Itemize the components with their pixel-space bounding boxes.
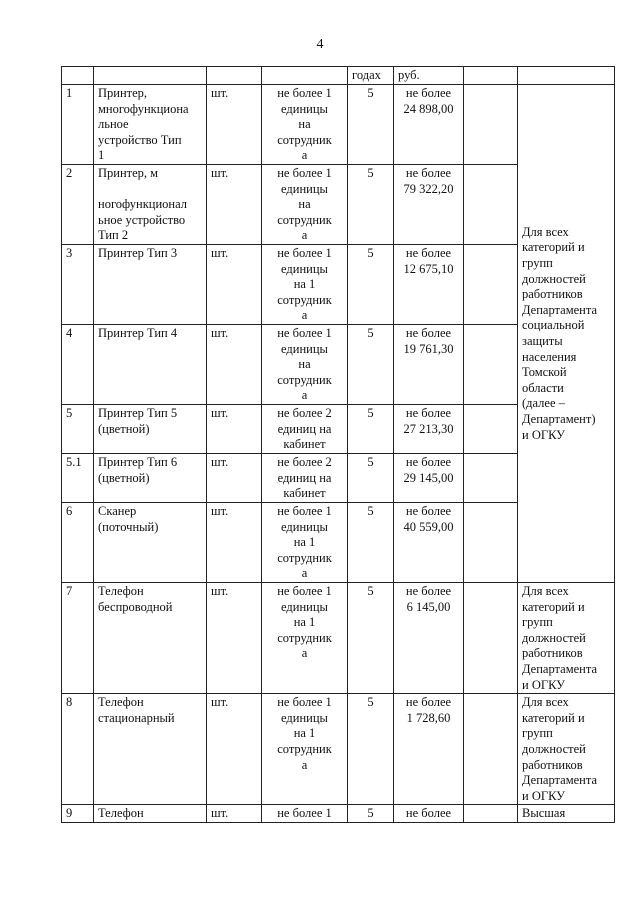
item-norm-line: а (301, 566, 308, 581)
item-category-line: Для всех (522, 584, 569, 598)
merged-category-line: должностей (522, 271, 586, 286)
item-price-line: 12 675,10 (403, 261, 454, 276)
item-category-line: групп (522, 615, 553, 630)
item-price (394, 85, 464, 165)
item-price (394, 805, 464, 823)
table-row (62, 805, 615, 823)
row-number: 9 (62, 805, 94, 823)
item-norm-line: а (301, 308, 308, 323)
item-term: 5 (348, 245, 394, 325)
item-norm-line: а (301, 388, 308, 403)
item-norm-line: не более 2 (277, 406, 332, 420)
item-category-line: Для всех (522, 695, 569, 710)
item-unit: шт. (207, 245, 262, 325)
item-norm-line: на 1 (293, 615, 316, 630)
item-name (94, 503, 207, 583)
merged-category (518, 85, 615, 583)
item-norm-line: единиц на (277, 421, 332, 436)
merged-category-line: Томской (522, 365, 567, 380)
item-norm-line: на 1 (293, 277, 316, 292)
item-norm (262, 454, 348, 503)
item-price-line: не более (405, 806, 452, 821)
empty-cell (464, 325, 518, 405)
item-norm-line: единиц на (277, 470, 332, 485)
item-norm-line: не более 1 (277, 86, 332, 100)
norms-table (61, 66, 615, 823)
header-price-unit: руб. (394, 67, 464, 85)
item-term: 5 (348, 325, 394, 405)
item-norm (262, 85, 348, 165)
item-name-line: Принтер Тип 6 (98, 455, 178, 469)
item-price-line: не более (405, 584, 452, 598)
item-term: 5 (348, 454, 394, 503)
item-name (94, 454, 207, 503)
item-unit: шт. (207, 805, 262, 823)
merged-category-line: защиты (522, 334, 563, 348)
item-norm (262, 583, 348, 694)
item-norm-line: а (301, 646, 308, 661)
item-price (394, 583, 464, 694)
table-row (62, 583, 615, 694)
empty-cell (464, 454, 518, 503)
item-category (518, 583, 615, 694)
header-cell (262, 67, 348, 85)
item-category-line: категорий и (522, 710, 585, 725)
merged-category-line: населения (522, 349, 577, 364)
empty-cell (464, 503, 518, 583)
empty-cell (464, 805, 518, 823)
item-price-line: не более (405, 455, 452, 469)
item-price-line: 29 145,00 (403, 470, 454, 485)
item-name-line: Тип 2 (98, 228, 129, 243)
item-term: 5 (348, 503, 394, 583)
header-cell (464, 67, 518, 85)
item-category-line: и ОГКУ (522, 677, 566, 692)
item-name-line: Телефон (98, 806, 144, 821)
item-norm-line: кабинет (283, 486, 326, 501)
merged-category-line: групп (522, 256, 553, 271)
item-name-line: Принтер Тип 5 (98, 406, 178, 420)
item-price (394, 325, 464, 405)
item-norm-line: не более 1 (277, 166, 332, 180)
item-name-line: Принтер, (98, 86, 148, 100)
item-name-line: Принтер Тип 4 (98, 326, 178, 340)
item-name-line: льное (98, 117, 129, 132)
item-name-line: ьное устройство (98, 212, 186, 227)
item-unit: шт. (207, 503, 262, 583)
empty-cell (464, 405, 518, 454)
item-name-line (98, 182, 202, 198)
merged-category-line: (далее – (522, 396, 565, 411)
item-term: 5 (348, 805, 394, 823)
item-price-line: 19 761,30 (403, 341, 454, 356)
item-norm-line: не более 1 (277, 504, 332, 518)
item-name-line: (поточный) (98, 519, 159, 534)
item-name-line: (цветной) (98, 470, 150, 485)
merged-category-line: Для всех (522, 224, 569, 239)
item-category-line: Департамента (522, 773, 598, 788)
item-norm-line: сотрудник (277, 741, 332, 756)
table-row (62, 85, 615, 165)
item-name (94, 405, 207, 454)
row-number: 1 (62, 85, 94, 165)
item-price-line: не более (405, 246, 452, 260)
item-price (394, 454, 464, 503)
item-price (394, 503, 464, 583)
item-norm-line: единицы (281, 261, 328, 276)
row-number: 8 (62, 694, 94, 805)
item-norm-line: единицы (281, 341, 328, 356)
empty-cell (464, 245, 518, 325)
item-norm-line: а (301, 757, 308, 772)
item-category-line: групп (522, 726, 553, 741)
header-cell (518, 67, 615, 85)
item-norm (262, 503, 348, 583)
item-norm-line: единицы (281, 599, 328, 614)
item-category-line: и ОГКУ (522, 788, 566, 803)
item-category-line: должностей (522, 630, 586, 645)
item-unit: шт. (207, 405, 262, 454)
item-norm-line: сотрудник (277, 550, 332, 565)
item-price-line: не более (405, 166, 452, 180)
item-category-line: Высшая (522, 806, 566, 821)
item-price-line: 1 728,60 (406, 710, 451, 725)
item-unit: шт. (207, 454, 262, 503)
item-price-line: не более (405, 695, 452, 710)
item-name-line: беспроводной (98, 599, 173, 614)
item-term: 5 (348, 694, 394, 805)
item-name-line: устройство Тип (98, 132, 182, 147)
item-norm-line: на 1 (293, 535, 316, 550)
item-norm (262, 245, 348, 325)
item-norm-line: не более 1 (277, 326, 332, 340)
item-unit: шт. (207, 694, 262, 805)
item-name (94, 245, 207, 325)
item-name-line: ногофункционал (98, 197, 188, 212)
item-norm (262, 165, 348, 245)
item-norm-line: а (301, 148, 308, 163)
item-name-line: Сканер (98, 504, 137, 518)
item-norm-line: единицы (281, 181, 328, 196)
row-number: 4 (62, 325, 94, 405)
item-category-line: категорий и (522, 599, 585, 614)
item-name-line: (цветной) (98, 421, 150, 436)
item-category-line: Департамента (522, 661, 598, 676)
item-name-line: Принтер Тип 3 (98, 246, 178, 260)
item-norm-line: единицы (281, 519, 328, 534)
merged-category-line: социальной (522, 318, 585, 333)
item-price-line: 27 213,30 (403, 421, 454, 436)
item-name-line: стационарный (98, 710, 175, 725)
row-number: 7 (62, 583, 94, 694)
item-term: 5 (348, 405, 394, 454)
item-unit: шт. (207, 165, 262, 245)
empty-cell (464, 165, 518, 245)
item-norm-line: сотрудник (277, 212, 332, 227)
item-norm-line: на 1 (293, 726, 316, 741)
item-norm-line: на (298, 197, 311, 212)
item-norm-line: не более 1 (277, 806, 332, 821)
item-unit: шт. (207, 325, 262, 405)
item-norm-line: не более 1 (277, 246, 332, 260)
row-number: 2 (62, 165, 94, 245)
item-category-line: должностей (522, 741, 586, 756)
item-norm-line: не более 2 (277, 455, 332, 469)
table-header-row (62, 67, 615, 85)
item-name-line: 1 (98, 148, 105, 163)
item-term: 5 (348, 165, 394, 245)
item-name-line: многофункциона (98, 101, 189, 116)
merged-category-line: области (522, 380, 564, 395)
item-norm (262, 694, 348, 805)
item-name (94, 85, 207, 165)
item-norm-line: сотрудник (277, 372, 332, 387)
row-number: 6 (62, 503, 94, 583)
row-number: 5 (62, 405, 94, 454)
item-price-line: 79 322,20 (403, 181, 454, 196)
item-price-line: 24 898,00 (403, 101, 454, 116)
header-cell (207, 67, 262, 85)
row-number: 3 (62, 245, 94, 325)
item-name (94, 165, 207, 245)
item-price-line: не более (405, 86, 452, 100)
item-price-line: не более (405, 326, 452, 340)
item-norm (262, 325, 348, 405)
item-norm-line: не более 1 (277, 695, 332, 710)
item-norm-line: на (298, 357, 311, 372)
item-unit: шт. (207, 583, 262, 694)
item-name (94, 325, 207, 405)
item-norm-line: сотрудник (277, 630, 332, 645)
item-norm-line: кабинет (283, 437, 326, 452)
item-norm-line: не более 1 (277, 584, 332, 598)
item-price-line: 6 145,00 (406, 599, 451, 614)
row-number: 5.1 (62, 454, 94, 503)
item-price (394, 694, 464, 805)
item-name (94, 805, 207, 823)
merged-category-line: Департамент) (522, 411, 596, 426)
item-category (518, 694, 615, 805)
header-cell (62, 67, 94, 85)
item-norm-line: единицы (281, 101, 328, 116)
item-norm-line: сотрудник (277, 132, 332, 147)
merged-category-line: Департамента (522, 302, 598, 317)
item-price (394, 405, 464, 454)
item-norm-line: на (298, 117, 311, 132)
item-name-line: Телефон (98, 584, 144, 598)
item-norm-line: единицы (281, 710, 328, 725)
merged-category-line: категорий и (522, 240, 585, 255)
item-price-line: не более (405, 406, 452, 420)
item-norm (262, 405, 348, 454)
empty-cell (464, 583, 518, 694)
item-norm-line: а (301, 228, 308, 243)
merged-category-line: работников (522, 287, 583, 302)
item-term: 5 (348, 583, 394, 694)
item-price-line: не более (405, 504, 452, 518)
item-name (94, 694, 207, 805)
item-name-line: Принтер, м (98, 166, 159, 180)
item-price (394, 165, 464, 245)
item-norm-line: сотрудник (277, 292, 332, 307)
empty-cell (464, 694, 518, 805)
item-category-line: работников (522, 757, 583, 772)
item-unit: шт. (207, 85, 262, 165)
header-cell (94, 67, 207, 85)
table-row (62, 694, 615, 805)
item-category (518, 805, 615, 823)
merged-category-line: и ОГКУ (522, 427, 566, 442)
header-term-unit: годах (348, 67, 394, 85)
item-price (394, 245, 464, 325)
item-price-line: 40 559,00 (403, 519, 454, 534)
item-name-line: Телефон (98, 695, 144, 710)
item-category-line: работников (522, 646, 583, 661)
page-number: 4 (316, 37, 324, 52)
empty-cell (464, 85, 518, 165)
item-name (94, 583, 207, 694)
item-term: 5 (348, 85, 394, 165)
item-norm (262, 805, 348, 823)
